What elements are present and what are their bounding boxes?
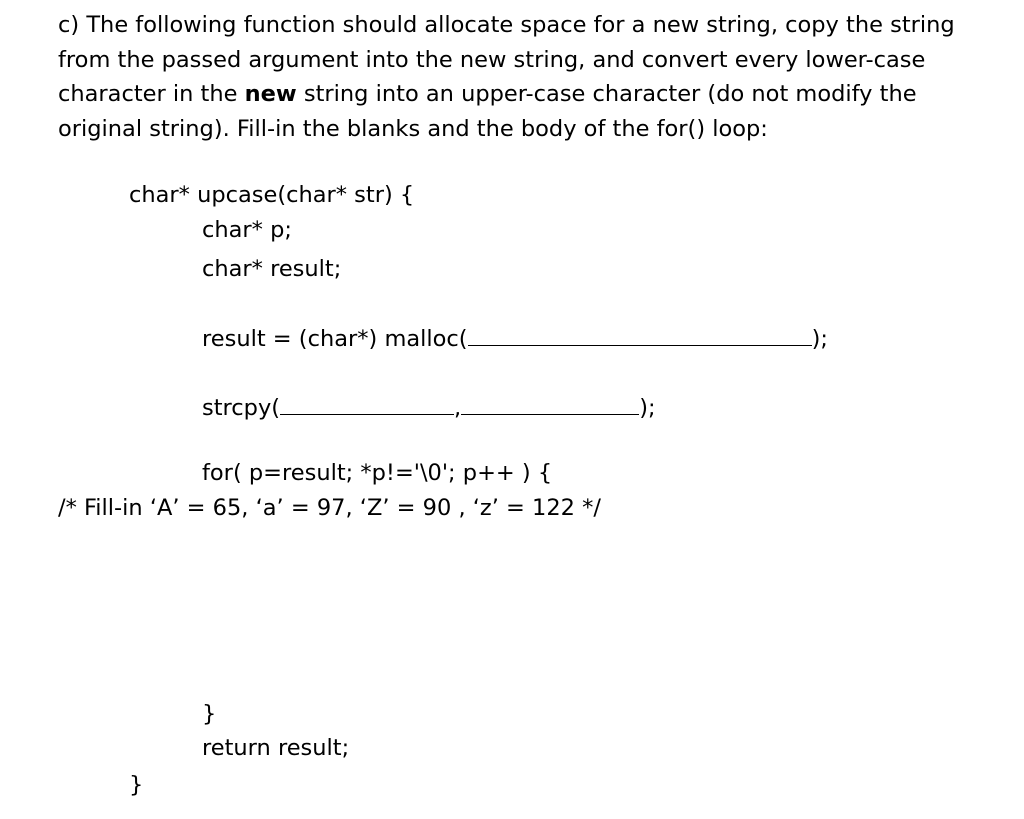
ascii-comment: /* Fill-in ‘A’ = 65, ‘a’ = 97, ‘Z’ = 90 , ‘z’ = 122 */ bbox=[58, 495, 601, 521]
strcpy-line bbox=[202, 393, 656, 423]
question-text bbox=[58, 8, 998, 146]
malloc-suffix: ); bbox=[811, 326, 828, 352]
question-label: c) bbox=[58, 12, 80, 38]
declaration-p: char* p; bbox=[202, 217, 292, 243]
malloc-line bbox=[202, 324, 828, 354]
question-bold-word: new bbox=[244, 81, 297, 107]
for-loop-header: for( p=result; *p!='\0'; p++ ) { bbox=[202, 460, 553, 486]
strcpy-blank-source[interactable] bbox=[461, 395, 639, 415]
strcpy-separator: , bbox=[454, 395, 462, 421]
function-signature: char* upcase(char* str) { bbox=[129, 182, 415, 208]
declaration-result: char* result; bbox=[202, 256, 342, 282]
function-close-brace: } bbox=[129, 772, 144, 798]
return-statement: return result; bbox=[202, 735, 350, 761]
strcpy-blank-destination[interactable] bbox=[280, 395, 454, 415]
strcpy-suffix: ); bbox=[639, 395, 656, 421]
loop-close-brace: } bbox=[202, 701, 217, 727]
question-text-part1: The following function should allocate space for a new string, copy the string from the passed argument into the new string, and convert every lower-case character in the bbox=[58, 12, 955, 107]
malloc-blank[interactable] bbox=[468, 326, 812, 346]
question-text-part2: string into an upper-case character (do not modify the original string). Fill-in the blanks and the body of the for() loop: bbox=[58, 81, 917, 142]
malloc-prefix: result = (char*) malloc( bbox=[202, 326, 468, 352]
strcpy-prefix: strcpy( bbox=[202, 395, 281, 421]
